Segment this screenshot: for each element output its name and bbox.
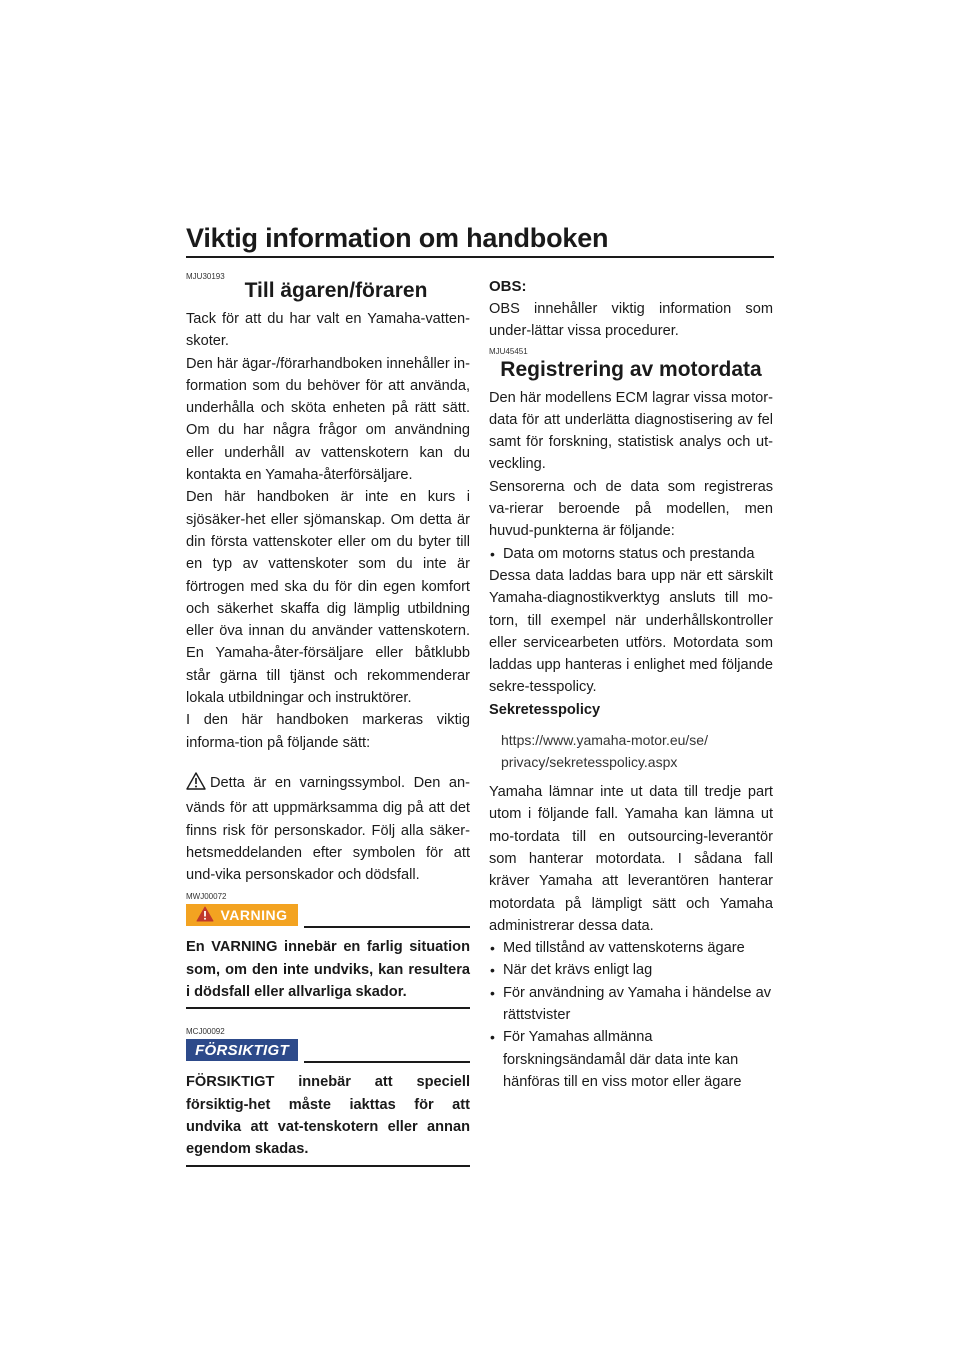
page-header — [186, 222, 774, 258]
paragraph: Sensorerna och de data som registreras va-rierar beroende på modellen, men huvud-punkterna är följande: — [489, 478, 773, 540]
caution-code: MCJ00092 — [186, 1027, 225, 1037]
section-title-owner: Till ägaren/föraren — [244, 279, 428, 302]
left-column — [186, 272, 470, 1167]
divider — [304, 926, 470, 928]
warning-label-row — [186, 904, 470, 930]
warning-triangle-icon — [196, 906, 214, 925]
list-item: • När det krävs enligt lag — [489, 959, 773, 981]
paragraph: I den här handboken markeras viktig informa-tion på följande sätt: — [186, 712, 470, 751]
list-item: • För användning av Yamaha i händelse av rättstvister — [489, 982, 773, 1027]
paragraph: Yamaha lämnar inte ut data till tredje part utom i följande fall. Yamaha kan lämna ut mo-tordata till en outsourcing-leverantör som hanterar motordata. I sådana fall kräver Yamaha att leverantören hanterar motordata på lämpligt sätt och Yamaha administrerar dessa data. — [489, 784, 773, 934]
divider — [304, 1061, 470, 1063]
bullet-list — [489, 937, 773, 1093]
warning-triangle-icon — [186, 772, 206, 797]
right-column — [489, 272, 773, 1093]
caution-text: FÖRSIKTIGT innebär att speciell försiktig-het måste iakttas för att undvika att vat-tenskotern eller annan egendom skadas. — [186, 1071, 470, 1166]
obs-text: OBS innehåller viktig information som under-lättar vissa procedurer. — [489, 301, 773, 340]
privacy-url[interactable] — [501, 729, 773, 773]
section-code: MJU30193 — [186, 272, 225, 281]
bullet-list — [489, 543, 773, 565]
list-item: • För Yamahas allmänna forskningsändamål där data inte kan hänföras till en viss motor eller ägare — [489, 1026, 773, 1093]
privacy-url-line[interactable]: privacy/sekretesspolicy.aspx — [501, 754, 678, 771]
caution-badge — [186, 1039, 298, 1061]
warning-symbol-paragraph — [186, 772, 470, 886]
list-item: • Med tillstånd av vattenskoterns ägare — [489, 937, 773, 959]
section-code: MJU45451 — [489, 346, 528, 356]
list-item: • Data om motorns status och prestanda — [489, 543, 773, 565]
warning-text: En VARNING innebär en farlig situation som, om den inte undviks, kan resultera i dödsfall eller allvarliga skador. — [186, 936, 470, 1009]
caution-label-row — [186, 1039, 470, 1065]
paragraph: Den här handboken är inte en kurs i sjösäker-het eller sjömanskap. Om detta är din första vattenskoter eller om du byter till en typ av vattenskoter som du inte är förtrogen med ska du för din egen komfort och säkerhet skaffa dig lämplig utbildning eller öva innan du använder vattenskotern. En Yamaha-åter-försäljare eller båtklubb står gärna till tjänst och rekommenderar lokala utbildningar och instruktörer. — [186, 489, 470, 707]
warning-symbol-text: Detta är en varningssymbol. Den an-vänds för att uppmärksamma dig på att det finns risk för personskador. Följ alla säker-hetsmeddelanden efter symbolen för att und-vika personskador och dödsfall. — [186, 774, 470, 884]
warning-badge-label: VARNING — [220, 907, 288, 924]
paragraph: Den här modellens ECM lagrar vissa motor-data för att underlätta diagnostisering av fel samt för forskning, statistisk analys och ut-veckling. — [489, 389, 773, 473]
page-title: Viktig information om handboken — [186, 223, 609, 253]
warning-badge — [186, 904, 298, 926]
privacy-url-line[interactable]: https://www.yamaha-motor.eu/se/ — [501, 732, 708, 749]
warning-code: MWJ00072 — [186, 892, 227, 902]
paragraph: Dessa data laddas bara upp när ett särskilt Yamaha-diagnostikverktyg ansluts till mo-torn, till exempel när underhållskontroller eller servicearbeten utförs. Motordata som laddas upp hanteras i enlighet med följande sekre-tesspolicy. — [489, 567, 773, 696]
paragraph: Tack för att du har valt en Yamaha-vatten-skoter. — [186, 311, 470, 350]
obs-title: OBS: — [489, 278, 527, 295]
caution-badge-label: FÖRSIKTIGT — [195, 1041, 289, 1059]
paragraph: Den här ägar-/förarhandboken innehåller in-formation som du behöver för att använda, underhålla och sköta enheten på rätt sätt. Om du har några frågor om användning eller underhåll av vattenskotern kan du kontakta en Yamaha-återförsäljare. — [186, 355, 470, 484]
section-title-engine-data: Registrering av motordata — [500, 357, 762, 381]
privacy-subheading: Sekretesspolicy — [489, 701, 601, 718]
